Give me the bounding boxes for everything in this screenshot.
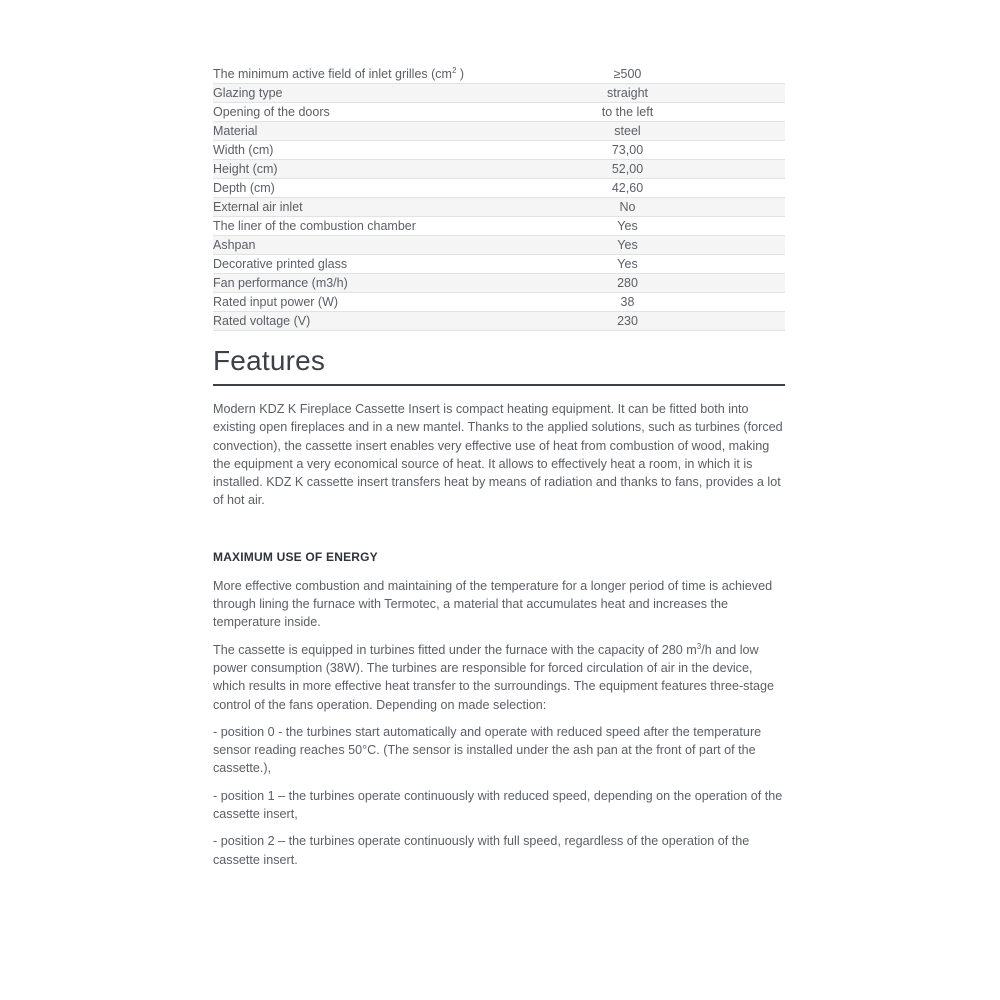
spec-value: ≥500 [558, 65, 785, 84]
spec-label [213, 293, 558, 312]
spec-label-text: Opening of the doors [213, 105, 330, 119]
spec-row [213, 217, 785, 236]
spec-value: 280 [558, 274, 785, 293]
features-intro-paragraph: Modern KDZ K Fireplace Cassette Insert is compact heating equipment. It can be fitted both into existing open fireplaces and in a new mantel. Thanks to the applied solutions, such as turbines (forced convection), the cassette insert enables very effective use of heat from combustion of wood, making the equipment a very economical source of heat. It allows to effectively heat a room, in which it is installed. KDZ K cassette insert transfers heat by means of radiation and thanks to fans, provides a lot of hot air. [213, 402, 783, 508]
spec-row [213, 179, 785, 198]
turbines-text-after: /h and low power consumption (38W). The turbines are responsible for forced circulation of air in the device, which results in more effective heat transfer to the surroundings. The equipment features three-stage control of the fans operation. Depending on made selection: [213, 642, 774, 712]
position-1-paragraph: - position 1 – the turbines operate continuously with reduced speed, depending on the operation of the cassette insert, [213, 788, 783, 822]
spec-value: 38 [558, 293, 785, 312]
spec-row [213, 141, 785, 160]
spec-row [213, 274, 785, 293]
spec-label-superscript: 2 [451, 65, 457, 75]
spec-label-text: Ashpan [213, 238, 256, 252]
spec-label-text: Material [213, 124, 258, 138]
spec-label [213, 84, 558, 103]
position-2-paragraph: - position 2 – the turbines operate continuously with full speed, regardless of the operation of the cassette insert. [213, 834, 750, 867]
spec-label-text: Rated voltage (V) [213, 314, 311, 328]
energy-heading: MAXIMUM USE OF ENERGY [213, 549, 378, 564]
spec-value: 73,00 [558, 141, 785, 160]
spec-label-suffix: ) [456, 67, 465, 81]
spec-label [213, 103, 558, 122]
spec-row [213, 103, 785, 122]
spec-label-text: Decorative printed glass [213, 257, 348, 271]
specifications-table [213, 65, 785, 331]
spec-label [213, 274, 558, 293]
turbines-text-before: The cassette is equipped in turbines fitted under the furnace with the capacity of 280 m [213, 642, 697, 657]
spec-label-text: The liner of the combustion chamber [213, 219, 416, 233]
spec-label-text: Height (cm) [213, 162, 278, 176]
spec-label [213, 65, 558, 84]
spec-value: Yes [558, 255, 785, 274]
spec-value: to the left [558, 103, 785, 122]
spec-value: steel [558, 122, 785, 141]
specifications-table-body [213, 65, 785, 331]
spec-row [213, 160, 785, 179]
spec-label [213, 236, 558, 255]
energy-paragraph-turbines [213, 641, 785, 714]
spec-value: 52,00 [558, 160, 785, 179]
spec-row [213, 255, 785, 274]
spec-label-text: Glazing type [213, 86, 283, 100]
spec-row [213, 122, 785, 141]
spec-label-text: External air inlet [213, 200, 303, 214]
spec-label [213, 217, 558, 236]
spec-row [213, 198, 785, 217]
spec-label [213, 198, 558, 217]
features-heading: Features [213, 345, 785, 386]
spec-row [213, 236, 785, 255]
spec-label [213, 141, 558, 160]
spec-row [213, 293, 785, 312]
spec-value: Yes [558, 236, 785, 255]
spec-label-text: The minimum active field of inlet grilles (cm [213, 67, 452, 81]
spec-value: 42,60 [558, 179, 785, 198]
spec-label-text: Fan performance (m3/h) [213, 276, 348, 290]
spec-label-text: Rated input power (W) [213, 295, 339, 309]
spec-value: straight [558, 84, 785, 103]
spec-value: 230 [558, 312, 785, 331]
spec-label [213, 312, 558, 331]
spec-label [213, 255, 558, 274]
energy-paragraph-lining: More effective combustion and maintaining of the temperature for a longer period of time is achieved through lining the furnace with Termotec, a material that accumulates heat and increases the temperature inside. [213, 578, 773, 630]
spec-row [213, 84, 785, 103]
cubic-superscript: 3 [696, 641, 702, 651]
spec-value: Yes [558, 217, 785, 236]
position-0-paragraph: - position 0 - the turbines start automatically and operate with reduced speed after the temperature sensor reading reaches 50°C. (The sensor is installed under the ash pan at the front of part of the cassette.), [213, 724, 762, 776]
spec-row [213, 312, 785, 331]
spec-row [213, 65, 785, 84]
spec-label [213, 179, 558, 198]
spec-label-text: Width (cm) [213, 143, 274, 157]
spec-label-text: Depth (cm) [213, 181, 275, 195]
spec-label [213, 160, 558, 179]
spec-label [213, 122, 558, 141]
product-description [213, 65, 785, 869]
spec-value: No [558, 198, 785, 217]
